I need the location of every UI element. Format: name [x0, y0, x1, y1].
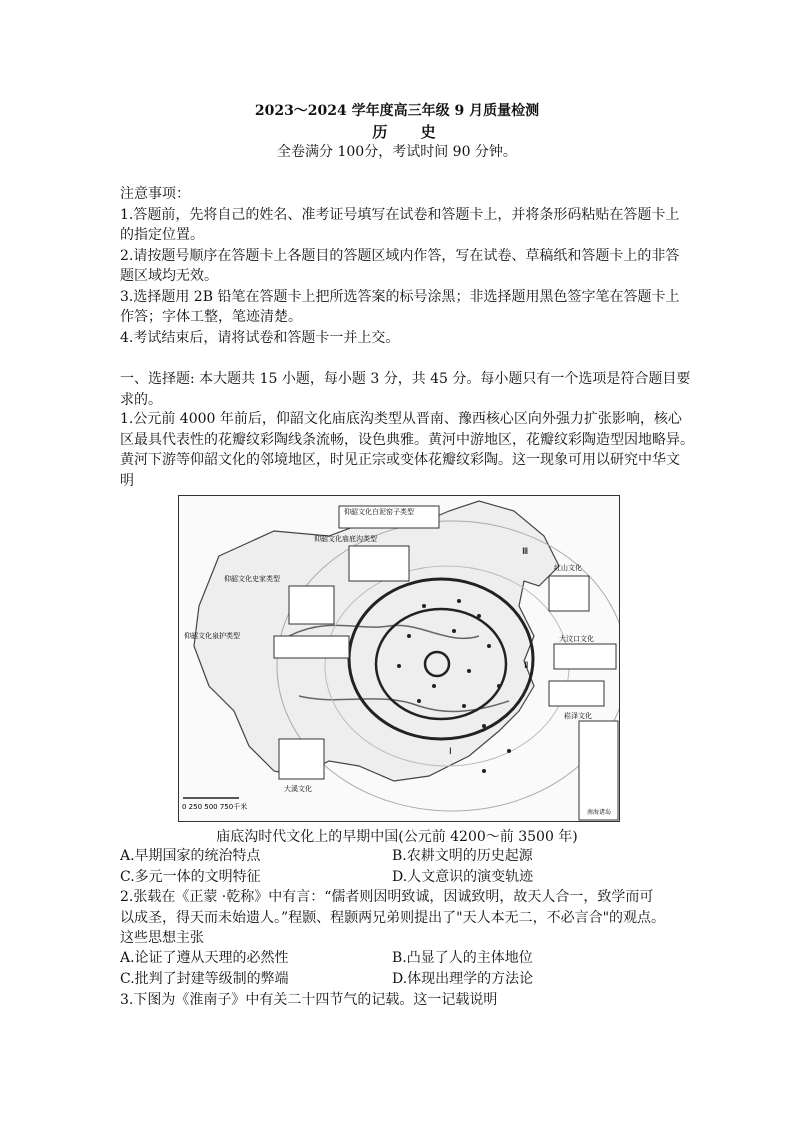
q1-line: 黄河下游等仰韶文化的邻境地区，时见正宗或变体花瓣纹彩陶。这一现象可用以研究中华文 — [120, 452, 680, 468]
option-d: D.人文意识的演变轨迹 — [392, 868, 534, 885]
section-heading — [120, 369, 691, 410]
label-miaodigou: 仰韶文化庙底沟类型 — [314, 535, 377, 543]
option-b: B.凸显了人的主体地位 — [392, 950, 533, 966]
q2-line: 2.张载在《正蒙 ·乾称》中有言：“儒者则因明致诚，因诚致明，故天人合一，致学而可 — [120, 889, 654, 905]
option-d: D.体现出理学的方法论 — [392, 970, 534, 987]
label-dawenkou: 大汶口文化 — [559, 635, 594, 643]
q1-line: 1.公元前 4000 年前后，仰韶文化庙底沟类型从晋南、豫西核心区向外强力扩张影响，核心 — [120, 411, 682, 427]
notice-block — [120, 184, 680, 348]
notice-line: 3.选择题用 2B 铅笔在答题卡上把所选答案的标号涂黑；非选择题用黑色签字笔在答题卡上 — [120, 288, 680, 305]
zone-numeral: Ⅱ — [524, 661, 529, 671]
q1-line: 明 — [120, 472, 134, 489]
label-baiyu: 仰韶文化白泥窑子类型 — [344, 508, 414, 516]
question-3-stem — [120, 990, 680, 1011]
option-a: A.论证了遵从天理的必然性 — [120, 950, 289, 966]
q3-line: 3.下图为《淮南子》中有关二十四节气的记载。这一记载说明 — [120, 992, 498, 1008]
q1-line: 区最具代表性的花瓣纹彩陶线条流畅，设色典雅。黄河中游地区，花瓣纹彩陶造型因地略异。 — [120, 431, 694, 448]
map-caption: 庙底沟时代文化上的早期中国(公元前 4200～前 3500 年) — [216, 829, 578, 845]
notice-line: 1.答题前，先将自己的姓名、准考证号填写在试卷和答题卡上，并将条形码粘贴在答题卡上 — [120, 206, 680, 223]
question-1-options — [120, 846, 680, 887]
map-scale: 0 250 500 750千米 — [182, 803, 248, 811]
option-c: C.多元一体的文明特征 — [120, 868, 261, 885]
notice-line: 4.考试结束后，请将试卷和答题卡一并上交。 — [120, 329, 400, 346]
culture-map-figure — [178, 495, 620, 822]
notice-heading: 注意事项： — [120, 186, 190, 202]
q2-line: 这些思想主张 — [120, 930, 204, 946]
notice-line: 作答；字体工整，笔迹清楚。 — [120, 309, 302, 325]
option-a: A.早期国家的统治特点 — [120, 848, 261, 864]
subject-title: 历 史 — [372, 123, 450, 141]
notice-line: 2.请按题号顺序在答题卡上各题目的答题区域内作答，写在试卷、草稿纸和答题卡上的非答 — [120, 247, 680, 264]
notice-line: 的指定位置。 — [120, 227, 204, 243]
option-b: B.农耕文明的历史起源 — [392, 848, 533, 864]
exam-title: 2023～2024 学年度高三年级 9 月质量检测 — [254, 103, 540, 119]
question-2-options — [120, 948, 680, 989]
q2-line: 以成圣，得天而未始遗人。”程颢、程颢两兄弟则提出了"天人本无二，不必言合"的观点。 — [120, 909, 666, 926]
label-shijia: 仰韶文化史家类型 — [224, 575, 280, 583]
inset-label: 南海诸岛 — [586, 809, 612, 816]
question-2-stem — [120, 887, 680, 949]
zone-numeral: Ⅲ — [522, 547, 529, 557]
label-quanhu: 仰韶文化泉护类型 — [184, 632, 240, 640]
label-songze: 崧泽文化 — [564, 712, 592, 720]
section-line: 求的。 — [120, 391, 162, 408]
section-line: 一、选择题: 本大题共 15 小题，每小题 3 分，共 45 分。每小题只有一个选项是符合题目要 — [120, 371, 691, 387]
notice-line: 题区域均无效。 — [120, 268, 218, 284]
question-1-stem — [120, 409, 694, 491]
full-score-note: 全卷满分 100分，考试时间 90 分钟。 — [277, 144, 517, 160]
option-c: C.批判了封建等级制的弊端 — [120, 970, 289, 987]
label-hongshan: 红山文化 — [554, 564, 582, 572]
label-daxi: 大溪文化 — [284, 785, 312, 793]
culture-map — [179, 496, 619, 821]
zone-numeral: Ⅰ — [449, 747, 452, 757]
